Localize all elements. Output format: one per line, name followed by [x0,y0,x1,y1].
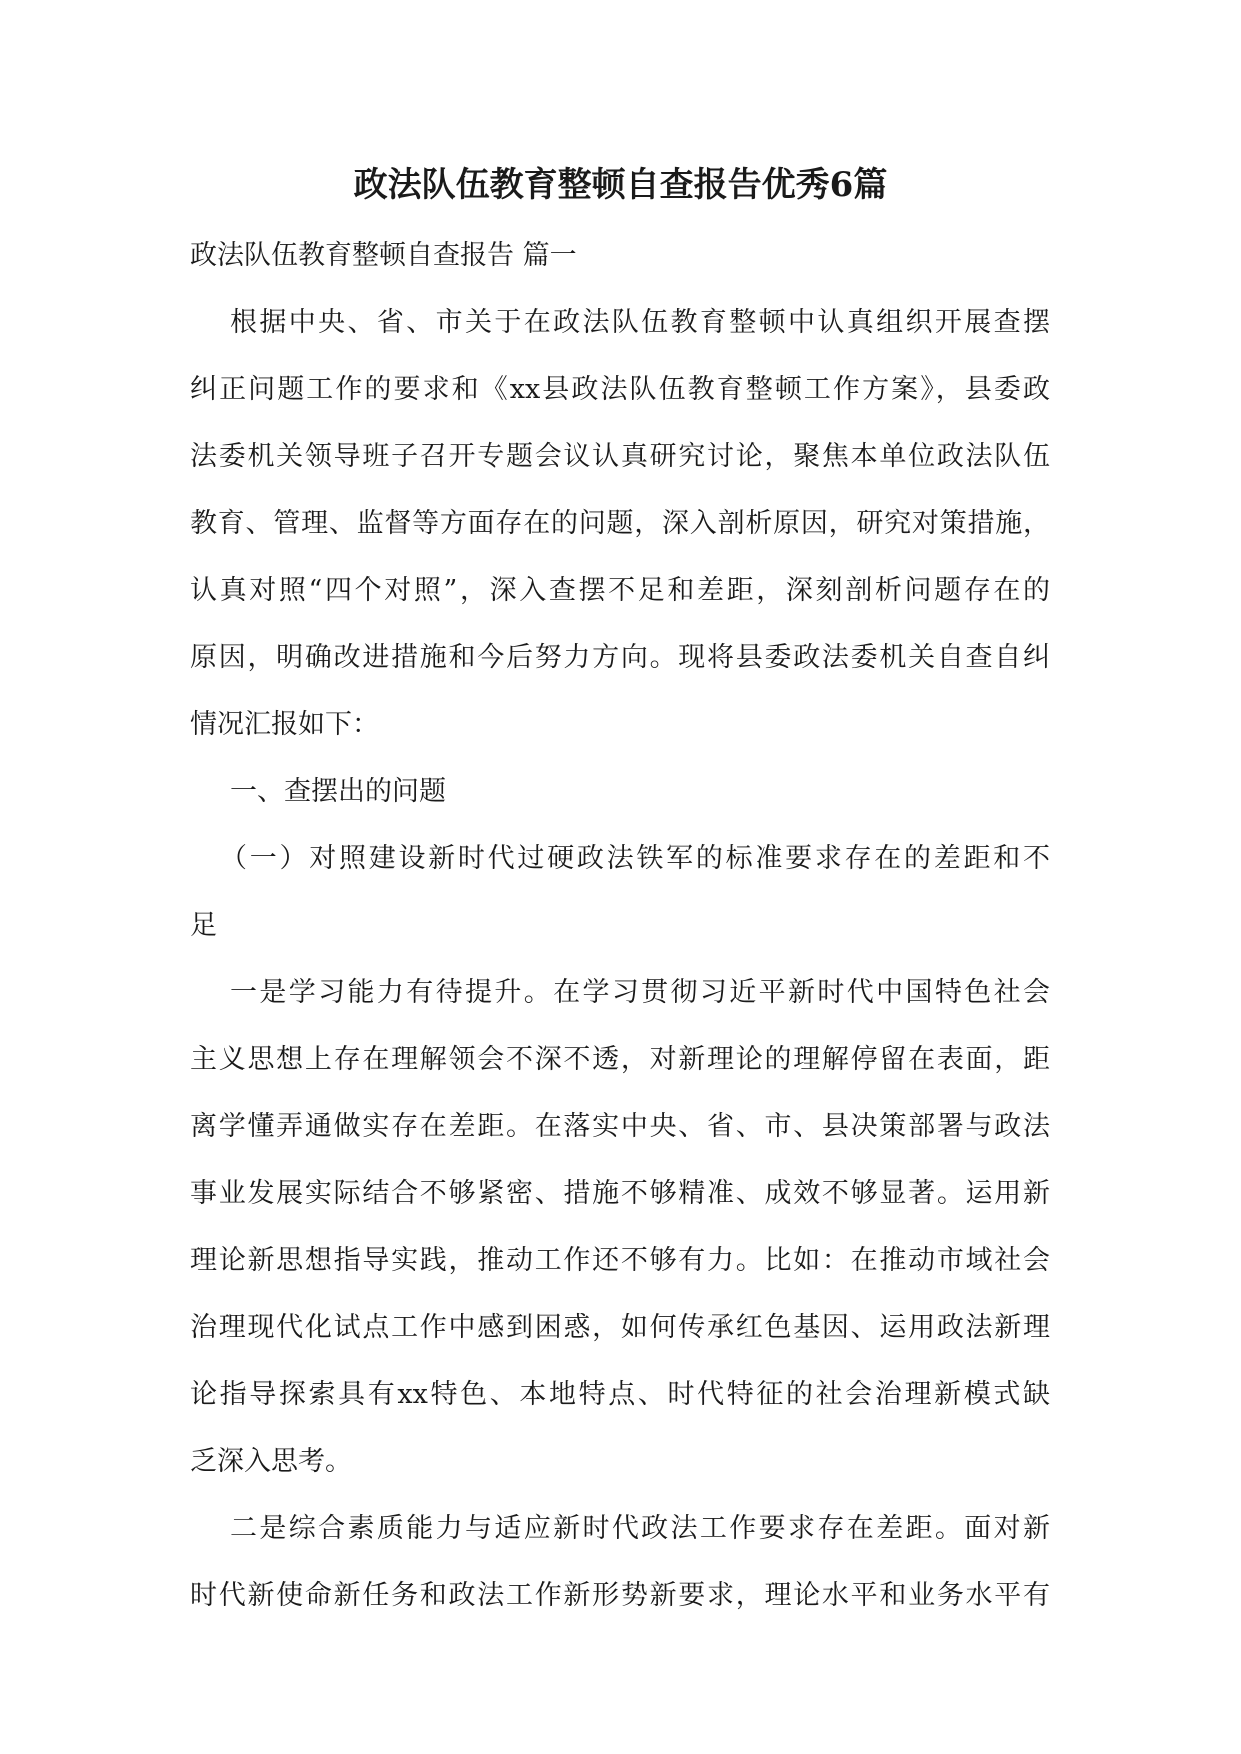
paragraph-line: 原因，明确改进措施和今后努力方向。现将县委政法委机关自查自纠 [190,642,1050,673]
section-heading: 政法队伍教育整顿自查报告 篇一 [190,240,577,271]
paragraph-line: 足 [190,910,217,941]
document-title: 政法队伍教育整顿自查报告优秀6篇 [353,165,888,205]
paragraph-line: 认真对照“四个对照”，深入查摆不足和差距，深刻剖析问题存在的 [190,575,1050,606]
paragraph-line: 理论新思想指导实践，推动工作还不够有力。比如：在推动市域社会 [190,1245,1050,1276]
paragraph-line: 纠正问题工作的要求和《xx县政法队伍教育整顿工作方案》，县委政 [190,374,1050,405]
paragraph-line: 事业发展实际结合不够紧密、措施不够精准、成效不够显著。运用新 [190,1178,1050,1209]
paragraph-line: 离学懂弄通做实存在差距。在落实中央、省、市、县决策部署与政法 [190,1111,1050,1142]
paragraph-line: 论指导探索具有xx特色、本地特点、时代特征的社会治理新模式缺 [190,1379,1050,1410]
paragraph-line: 乏深入思考。 [190,1446,352,1477]
paragraph-line: 根据中央、省、市关于在政法队伍教育整顿中认真组织开展查摆 [230,307,1050,338]
paragraph-line: 主义思想上存在理解领会不深不透，对新理论的理解停留在表面，距 [190,1044,1050,1075]
paragraph-line: 二是综合素质能力与适应新时代政法工作要求存在差距。面对新 [230,1513,1050,1544]
subsection-heading: （一）对照建设新时代过硬政法铁军的标准要求存在的差距和不 [220,843,1050,874]
paragraph-line: 教育、管理、监督等方面存在的问题，深入剖析原因，研究对策措施， [190,508,1050,539]
paragraph-line: 情况汇报如下： [190,709,379,740]
document-body [190,222,1050,1629]
paragraph-line: 治理现代化试点工作中感到困惑，如何传承红色基因、运用政法新理 [190,1312,1050,1343]
paragraph-line: 一是学习能力有待提升。在学习贯彻习近平新时代中国特色社会 [230,977,1050,1008]
subsection-heading: 一、查摆出的问题 [230,776,446,807]
paragraph-line: 时代新使命新任务和政法工作新形势新要求，理论水平和业务水平有 [190,1580,1050,1611]
paragraph-line: 法委机关领导班子召开专题会议认真研究讨论，聚焦本单位政法队伍 [190,441,1050,472]
